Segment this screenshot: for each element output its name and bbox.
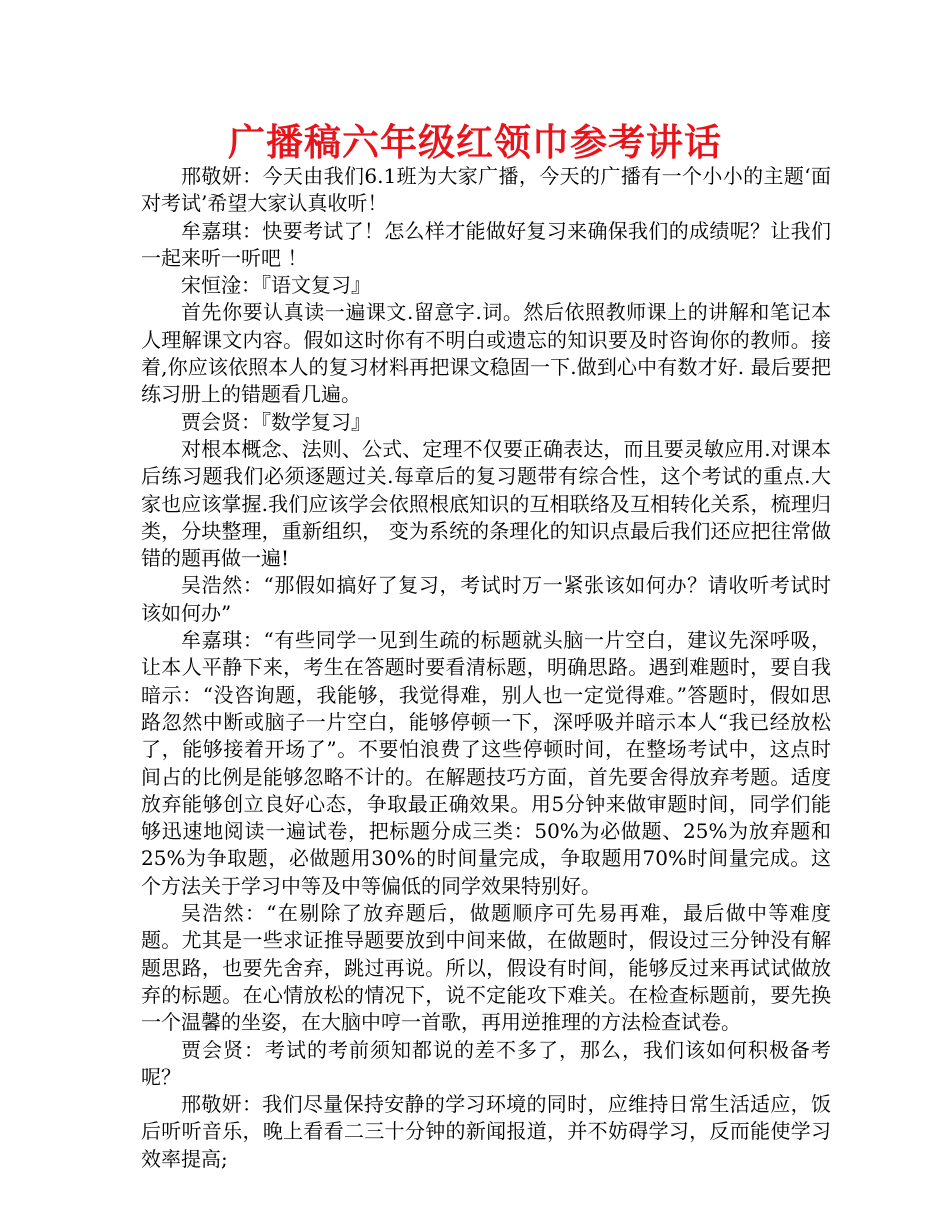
paragraph-intro: 邢敬妍：今天由我们6.1班为大家广播，今天的广播有一个小小的主题‘面对考试’希望大家认真收听！ <box>141 164 831 216</box>
paragraph-exam-tips: 牟嘉琪：“有些同学一见到生疏的标题就头脑一片空白，建议先深呼吸，让本人平静下来，考生在答题时要看清标题，明确思路。遇到难题时，要自我暗示：“没咨询题，我能够，我觉得难，别人也一定觉得难。”答题时，假如思路忽然中断或脑子一片空白，能够停顿一下，深呼吸并暗示本人“我已经放松了，能够接着开场了”。不要怕浪费了这些停顿时间，在整场考试中，这点时间占的比例是能够忽略不计的。在解题技巧方面，首先要舍得放弃考题。适度放弃能够创立良好心态，争取最正确效果。用5分钟来做审题时间，同学们能够迅速地阅读一遍试卷，把标题分成三类：50%为必做题、25%为放弃题和25%为争取题，必做题用30%的时间量完成，争取题用70%时间量完成。这个方法关于学习中等及中等偏低的同学效果特别好。 <box>141 628 831 898</box>
paragraph-answer-order: 吴浩然：“在剔除了放弃题后，做题顺序可先易再难，最后做中等难度题。尤其是一些求证推导题要放到中间来做，在做题时，假设过三分钟没有解题思路，也要先舍弃，跳过再说。所以，假设有时间，能够反过来再试试做放弃的标题。在心情放松的情况下，说不定能攻下难关。在检查标题前，要先换一个温馨的坐姿，在大脑中哼一首歌，再用逆推理的方法检查试卷。 <box>141 901 831 1035</box>
paragraph-chinese-review: 首先你要认真读一遍课文.留意字.词。然后依照教师课上的讲解和笔记本人理解课文内容。假如这时你有不明白或遗忘的知识要及时咨询你的教师。接着,你应该依照本人的复习材料再把课文稳固一下.做到心中有数才好. 最后要把练习册上的错题看几遍。 <box>141 300 831 407</box>
paragraph-daily-habits: 邢敬妍：我们尽量保持安静的学习环境的同时，应维持日常生活适应，饭后听听音乐，晚上看看二三十分钟的新闻报道，并不妨碍学习，反而能使学习效率提高; <box>141 1092 831 1171</box>
document-body <box>141 163 831 1173</box>
paragraph-math-review: 对根本概念、法则、公式、定理不仅要正确表达，而且要灵敏应用.对课本后练习题我们必须逐题过关.每章后的复习题带有综合性，这个考试的重点.大家也应该掌握.我们应该学会依照根底知识的互相联络及互相转化关系，梳理归类，分块整理，重新组织， 变为系统的条理化的知识点最后我们还应把往常做错的题再做一遍! <box>141 436 831 571</box>
paragraph-math-heading: 贾会贤：『数学复习』 <box>181 409 371 434</box>
paragraph-prepare-question: 贾会贤：考试的考前须知都说的差不多了，那么，我们该如何积极备考呢？ <box>141 1037 831 1089</box>
document-title: 广播稿六年级红领巾参考讲话 <box>228 120 722 164</box>
paragraph-question: 牟嘉琪：快要考试了！怎么样才能做好复习来确保我们的成绩呢？让我们一起来听一听吧 ！ <box>141 218 831 270</box>
paragraph-chinese-heading: 宋恒淦：『语文复习』 <box>181 273 371 298</box>
paragraph-nervous-question: 吴浩然：“那假如搞好了复习，考试时万一紧张该如何办？请收听考试时该如何办” <box>141 573 831 625</box>
